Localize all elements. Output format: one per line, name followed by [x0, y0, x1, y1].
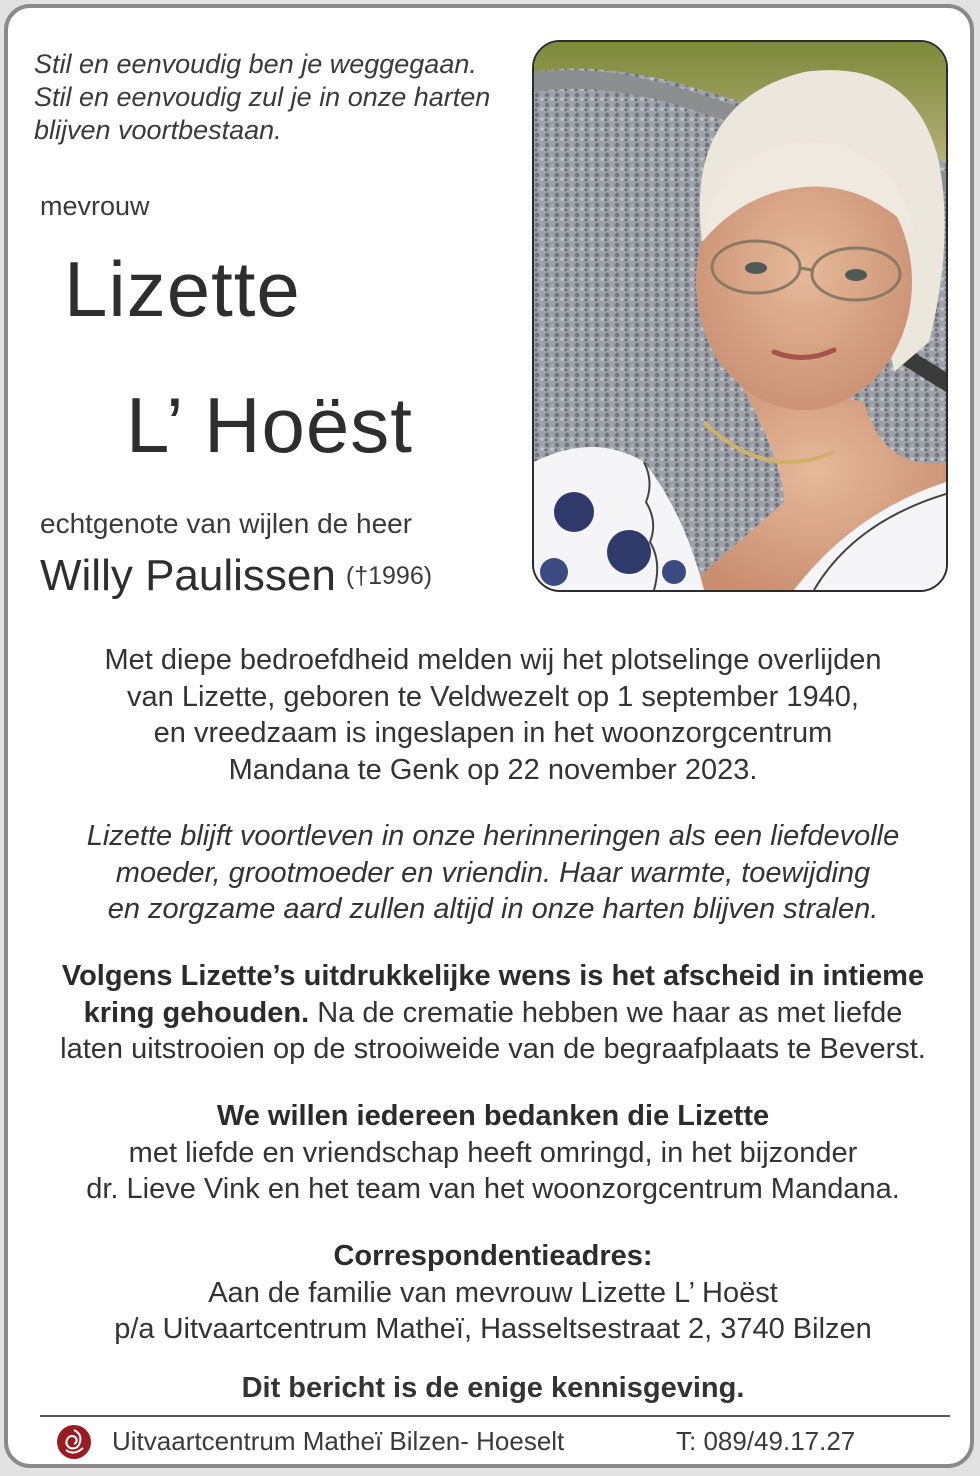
spouse-name: Willy Paulissen — [40, 551, 336, 600]
thanks-paragraph — [28, 1098, 958, 1208]
funeral-home-phone: T: 089/49.17.27 — [676, 1426, 856, 1456]
text-line: van Lizette, geboren te Veldwezelt op 1 september 1940, — [127, 680, 859, 713]
bold-fragment: kring gehouden. — [83, 996, 310, 1029]
footer-divider — [40, 1415, 950, 1417]
motto-line: Stil en eenvoudig ben je weggegaan. — [34, 49, 477, 79]
farewell-paragraph — [28, 958, 958, 1068]
funeral-home-name: Uitvaartcentrum Matheï Bilzen- Hoeselt — [112, 1426, 565, 1456]
obituary-card — [4, 4, 974, 1468]
text-line: en vreedzaam is ingeslapen in het woonzorgcentrum — [153, 717, 833, 749]
text-line: laten uitstrooien op de strooiweide van de begraafplaats te Beverst. — [60, 1033, 926, 1065]
tribute-paragraph — [28, 818, 958, 928]
text-line: Mandana te Genk op 22 november 2023. — [228, 753, 758, 786]
correspondence-heading: Correspondentieadres: — [333, 1240, 653, 1272]
text-line: dr. Lieve Vink en het team van het woonzorgcentrum Mandana. — [86, 1173, 900, 1205]
correspondence-paragraph — [28, 1238, 958, 1348]
spouse-name-line — [40, 551, 432, 601]
text-line — [28, 995, 958, 1032]
deceased-first-name: Lizette — [64, 245, 301, 333]
motto-line: Stil en eenvoudig zul je in onze harten — [34, 82, 491, 112]
text-line: Volgens Lizette’s uitdrukkelijke wens is het afscheid in intieme — [61, 960, 925, 992]
deceased-last-name: L’ Hoëst — [126, 381, 413, 469]
deceased-title: mevrouw — [40, 191, 150, 221]
spouse-intro: echtgenote van wijlen de heer — [40, 508, 413, 539]
motto-line: blijven voortbestaan. — [34, 115, 282, 145]
text-line: Met diepe bedroefdheid melden wij het plotselinge overlijden — [104, 644, 882, 676]
text-line: en zorgzame aard zullen altijd in onze harten blijven stralen. — [107, 893, 879, 925]
text-line: Lizette blijft voortleven in onze herinneringen als een liefdevolle — [86, 820, 900, 852]
rose-logo-icon — [56, 1424, 92, 1460]
spouse-death-year: (†1996) — [345, 562, 433, 590]
text-line: Aan de familie van mevrouw Lizette L’ Hoëst — [208, 1276, 778, 1309]
notice-line: Dit bericht is de enige kennisgeving. — [241, 1372, 745, 1404]
text-line: moeder, grootmoeder en vriendin. Haar warmte, toewijding — [115, 856, 871, 889]
portrait-illustration — [534, 42, 946, 590]
text-line: met liefde en vriendschap heeft omringd, in het bijzonder — [128, 1136, 858, 1169]
portrait-photo — [532, 40, 948, 592]
text-line: p/a Uitvaartcentrum Matheï, Hasseltsestraat 2, 3740 Bilzen — [114, 1313, 872, 1345]
announcement-paragraph — [28, 642, 958, 788]
text-fragment: Na de crematie hebben we haar as met liefde — [309, 996, 903, 1029]
text-line: We willen iedereen bedanken die Lizette — [216, 1100, 770, 1132]
motto-verse — [34, 48, 514, 147]
